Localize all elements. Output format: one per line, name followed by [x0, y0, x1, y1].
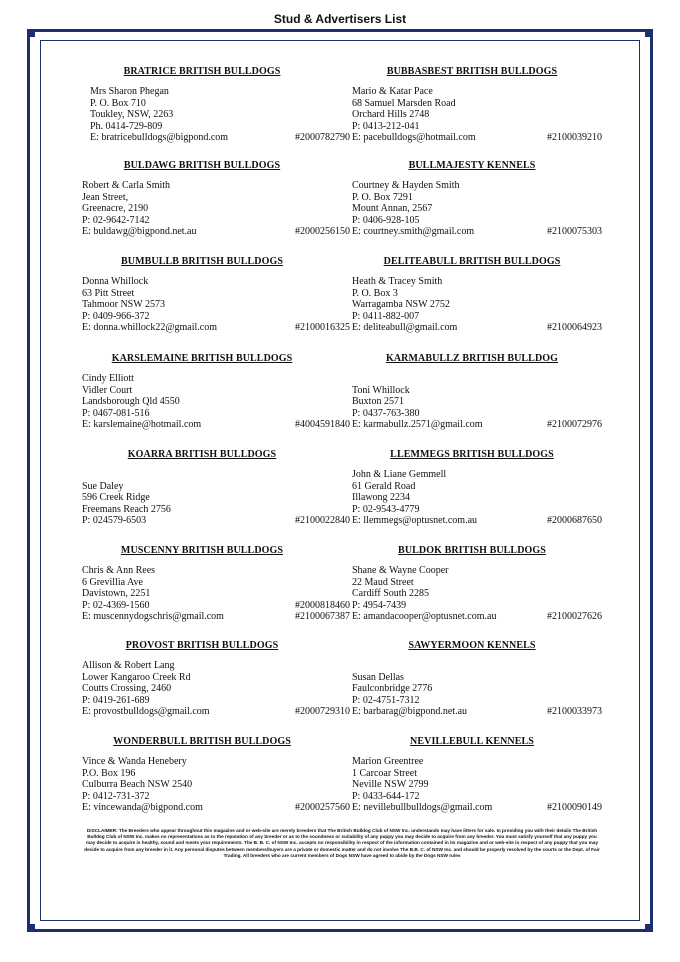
contact-line: Tahmoor NSW 2573 — [82, 299, 165, 310]
contact-line: P. O. Box 710 — [90, 97, 146, 109]
contact-line: Mario & Katar Pace — [352, 86, 433, 97]
contact-details — [352, 180, 602, 238]
membership-number: #4004591840 — [295, 419, 350, 430]
contact-line: Allison & Robert Lang — [82, 660, 175, 671]
kennel-name: KARMABULLZ BRITISH BULLDOG — [385, 353, 559, 364]
listing-card — [352, 62, 602, 158]
contact-line: Chris & Ann Rees — [82, 565, 156, 576]
contact-line: P: 02-4751-7312 — [352, 694, 420, 706]
contact-line: Toni Whillock — [352, 384, 410, 396]
kennel-name: KARSLEMAINE BRITISH BULLDOGS — [111, 353, 293, 364]
email-line: E: vincewanda@bigpond.com — [82, 802, 203, 813]
membership-number: #2100064923 — [547, 322, 602, 333]
contact-line: Mrs Sharon Phegan — [90, 86, 169, 97]
membership-number: #2100022840 — [295, 515, 350, 526]
email-line: E: barbarag@bigpond.net.au — [352, 706, 468, 717]
listing-card — [352, 732, 602, 828]
contact-line: 63 Pitt Street — [82, 287, 135, 299]
contact-line: 61 Gerald Road — [352, 480, 416, 492]
membership-number: #2100027626 — [547, 611, 602, 622]
page-title: Stud & Advertisers List — [273, 12, 407, 26]
contact-line: Vince & Wanda Henebery — [82, 756, 187, 767]
listing-card — [352, 636, 602, 732]
listing-card — [82, 349, 350, 445]
contact-line: P.O. Box 196 — [82, 767, 136, 779]
membership-number: #2100075303 — [547, 226, 602, 237]
kennel-name: BULLMAJESTY KENNELS — [408, 160, 536, 171]
listing-card — [352, 349, 602, 445]
contact-line: Shane & Wayne Cooper — [352, 565, 449, 576]
contact-line: P: 0409-966-372 — [82, 310, 150, 322]
contact-line: Robert & Carla Smith — [82, 180, 171, 191]
contact-line: P. O. Box 7291 — [352, 191, 413, 203]
contact-line: Heath & Tracey Smith — [352, 276, 443, 287]
contact-line: P: 02-9642-7142 — [82, 214, 150, 226]
contact-details — [352, 384, 602, 431]
contact-line: 22 Maud Street — [352, 576, 414, 588]
email-line: E: pacebulldogs@hotmail.com — [352, 132, 476, 143]
contact-line: Lower Kangaroo Creek Rd — [82, 671, 191, 683]
listing-card — [82, 62, 350, 158]
membership-number: #2100016325 — [295, 322, 350, 333]
contact-line: Landsborough Qld 4550 — [82, 396, 180, 407]
contact-details — [82, 565, 350, 623]
email-line: E: provostbulldogs@gmail.com — [82, 706, 210, 717]
contact-line: Illawong 2234 — [352, 492, 411, 503]
kennel-name: KOARRA BRITISH BULLDOGS — [127, 449, 277, 460]
listing-card — [352, 445, 602, 541]
contact-line: Donna Whillock — [82, 276, 149, 287]
email-line: E: deliteabull@gmail.com — [352, 322, 458, 333]
kennel-name: BUBBASBEST BRITISH BULLDOGS — [386, 66, 558, 77]
membership-number: #2000729310 — [295, 706, 350, 717]
membership-number: #2100072976 — [547, 419, 602, 430]
contact-line: Greenacre, 2190 — [82, 203, 149, 214]
membership-number: #2100067387 — [295, 611, 350, 622]
contact-details — [352, 86, 602, 144]
contact-line: Sue Daley — [82, 480, 124, 492]
kennel-name: LLEMMEGS BRITISH BULLDOGS — [390, 449, 554, 460]
contact-line: Neville NSW 2799 — [352, 779, 429, 790]
email-line: E: buldawg@bigpond.net.au — [82, 226, 197, 237]
membership-number: #2100039210 — [547, 132, 602, 143]
contact-line: 596 Creek Ridge — [82, 492, 150, 503]
membership-number: #2100033973 — [547, 706, 602, 717]
listing-card — [82, 252, 350, 348]
email-line: E: courtney.smith@gmail.com — [352, 226, 475, 237]
membership-number: #2000818460 — [295, 599, 350, 611]
border-corner-bottom-right — [645, 924, 653, 932]
listing-card — [352, 156, 602, 252]
membership-number: #2000257560 — [295, 802, 350, 813]
contact-line: P. O. Box 3 — [352, 287, 398, 299]
contact-line: P: 0411-882-007 — [352, 310, 420, 322]
contact-details — [352, 276, 602, 334]
contact-details — [82, 276, 350, 334]
contact-line: Cardiff South 2285 — [352, 588, 430, 599]
email-line: E: muscennydogschris@gmail.com — [82, 611, 224, 622]
contact-line: Culburra Beach NSW 2540 — [82, 779, 193, 790]
border-corner-top-left — [27, 29, 35, 37]
disclaimer-text: DISCLAIMER: The Breeders who appear throughout this magazine and or web-site are merely breeders that The British Bulldog Club of NSW Inc. understands may have litters for sale. In providing you with their details The British Bulldog Club of NSW Inc. makes no representations as to the reputation of any breeder or as to the soundness or suitability of any puppy you may decide to acquire from any breeder. You must satisfy yourself that any puppy you may decide to acquire is healthy, sound and meets your requirements. The B. B. C. of NSW Inc. accepts no responsibility in respect of the information contained in its magazine and or web-site in respect of any puppy that you may decide to acquire from any breeder in it. Any personal disputes between members/buyers are a private or domestic matter and do not involve The B.B. C. of NSW Inc. and should be properly resolved by the courts or the Dept. of Fair Trading. All breeders who are current members of Dogs NSW have agreed to abide by the Dogs NSW rules — [84, 828, 600, 858]
kennel-name: BULDOK BRITISH BULLDOGS — [398, 545, 546, 556]
listing-card — [352, 541, 602, 637]
contact-details — [82, 660, 350, 718]
contact-line: P: 0467-081-516 — [82, 407, 150, 419]
membership-number: #2100090149 — [547, 802, 602, 813]
contact-details — [82, 373, 350, 431]
email-line: E: donna.whillock22@gmail.com — [82, 322, 218, 333]
contact-line: P: 02-4369-1560 — [82, 599, 150, 611]
listing-card — [82, 445, 350, 541]
kennel-name: MUSCENNY BRITISH BULLDOGS — [120, 545, 284, 556]
listing-card — [352, 252, 602, 348]
contact-line: P: 0437-763-380 — [352, 407, 420, 419]
contact-line: P: 4954-7439 — [352, 599, 407, 611]
email-line: E: llemmegs@optusnet.com.au — [352, 515, 478, 526]
kennel-name: BUMBULLB BRITISH BULLDOGS — [121, 256, 283, 267]
email-line: E: nevillebullbulldogs@gmail.com — [352, 802, 493, 813]
contact-line: P: 0419-261-689 — [82, 694, 150, 706]
contact-line: Cindy Elliott — [82, 373, 134, 384]
kennel-name: DELITEABULL BRITISH BULLDOGS — [383, 256, 561, 267]
contact-details — [352, 671, 602, 718]
contact-line: Ph. 0414-729-809 — [90, 120, 163, 132]
contact-details — [82, 86, 350, 144]
contact-details — [82, 180, 350, 238]
contact-line: P: 0433-644-172 — [352, 790, 420, 802]
contact-line: Toukley, NSW, 2263 — [90, 109, 174, 120]
contact-line: Orchard Hills 2748 — [352, 109, 430, 120]
kennel-name: NEVILLEBULL KENNELS — [410, 736, 534, 747]
border-corner-bottom-left — [27, 924, 35, 932]
kennel-name: BULDAWG BRITISH BULLDOGS — [123, 160, 281, 171]
listing-card — [82, 732, 350, 828]
contact-line: Marion Greentree — [352, 756, 424, 767]
contact-line: Mount Annan, 2567 — [352, 203, 433, 214]
contact-line: Susan Dellas — [352, 671, 404, 683]
contact-line: 6 Grevillia Ave — [82, 576, 143, 588]
contact-details — [82, 756, 350, 814]
contact-line: Buxton 2571 — [352, 396, 404, 407]
contact-line: John & Liane Gemmell — [352, 469, 447, 480]
contact-line: Warragamba NSW 2752 — [352, 299, 450, 310]
contact-line: P: 02-9543-4779 — [352, 503, 420, 515]
contact-line: 68 Samuel Marsden Road — [352, 97, 456, 109]
kennel-name: BRATRICE BRITISH BULLDOGS — [123, 66, 281, 77]
listing-card — [82, 156, 350, 252]
email-line: E: karslemaine@hotmail.com — [82, 419, 202, 430]
email-line: E: bratricebulldogs@bigpond.com — [90, 132, 229, 143]
contact-line: Jean Street, — [82, 191, 129, 203]
contact-line: Freemans Reach 2756 — [82, 503, 171, 515]
contact-line: 1 Carcoar Street — [352, 767, 417, 779]
membership-number: #2000256150 — [295, 226, 350, 237]
contact-details — [352, 756, 602, 814]
membership-number: #2000782790 — [295, 132, 350, 143]
kennel-name: PROVOST BRITISH BULLDOGS — [125, 640, 279, 651]
contact-line: Faulconbridge 2776 — [352, 683, 433, 694]
border-corner-top-right — [645, 29, 653, 37]
contact-line: Coutts Crossing, 2460 — [82, 683, 172, 694]
email-line: E: karmabullz.2571@gmail.com — [352, 419, 483, 430]
kennel-name: SAWYERMOON KENNELS — [408, 640, 536, 651]
contact-line: P: 0406-928-105 — [352, 214, 420, 226]
contact-line: Courtney & Hayden Smith — [352, 180, 460, 191]
contact-details — [82, 480, 350, 527]
contact-line: P: 024579-6503 — [82, 515, 147, 526]
membership-number: #2000687650 — [547, 515, 602, 526]
contact-details — [352, 565, 602, 623]
contact-details — [352, 469, 602, 527]
contact-line: P: 0412-731-372 — [82, 790, 150, 802]
contact-line: Davistown, 2251 — [82, 588, 151, 599]
email-line: E: amandacooper@optusnet.com.au — [352, 611, 497, 622]
contact-line: Vidler Court — [82, 384, 133, 396]
listing-card — [82, 541, 350, 637]
kennel-name: WONDERBULL BRITISH BULLDOGS — [113, 736, 291, 747]
listing-card — [82, 636, 350, 732]
contact-line: P: 0413-212-041 — [352, 120, 420, 132]
